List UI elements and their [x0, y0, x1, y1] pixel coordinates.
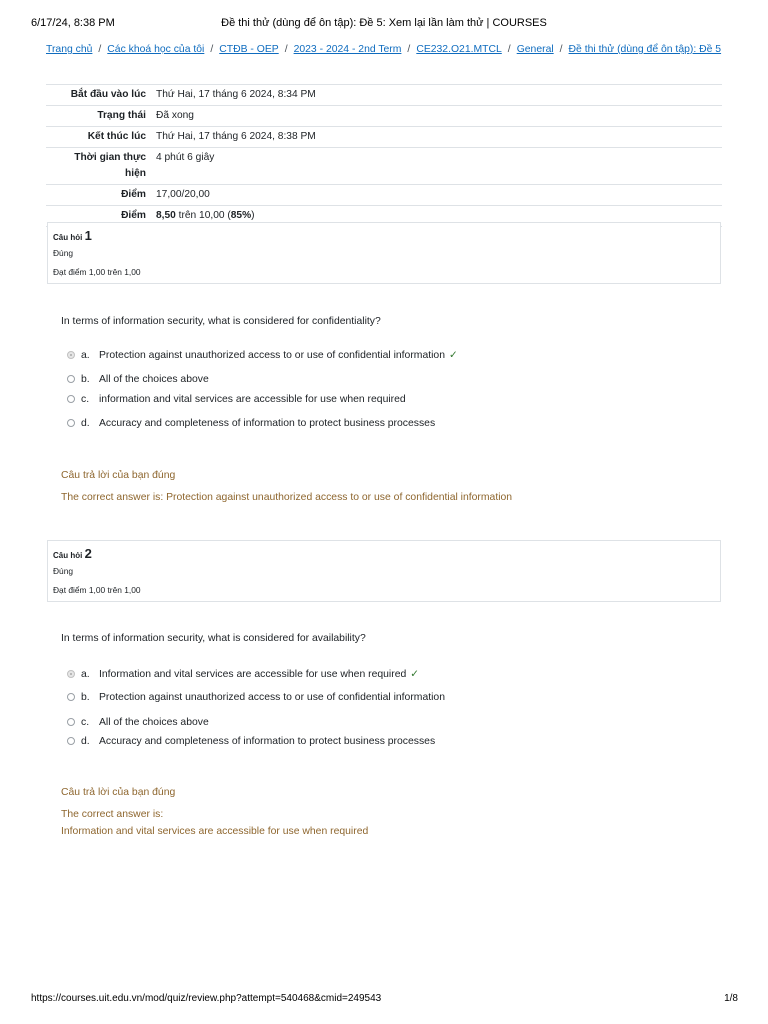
question-1-option-d[interactable] — [67, 418, 435, 432]
document-title: Đề thi thử (dùng để ôn tập): Đề 5: Xem lại lần làm thử | COURSES — [221, 17, 547, 29]
question-2-info — [47, 540, 721, 602]
option-text: Protection against unauthorized access to or use of confidential information — [99, 692, 445, 703]
option-letter: d. — [81, 736, 90, 747]
breadcrumb — [46, 44, 721, 55]
checkmark-icon: ✓ — [410, 669, 419, 680]
question-number-value: 1 — [84, 228, 92, 243]
question-grade: Đạt điểm 1,00 trên 1,00 — [53, 585, 141, 595]
option-text: Accuracy and completeness of information to protect business processes — [99, 418, 436, 429]
question-1-info — [47, 222, 721, 284]
option-text: All of the choices above — [99, 374, 209, 385]
radio-button[interactable] — [67, 718, 75, 726]
print-header — [0, 17, 768, 33]
summary-label: Trạng thái — [46, 106, 151, 127]
grade-percent: 85% — [230, 210, 252, 221]
question-1-option-a[interactable] — [67, 349, 458, 363]
summary-label: Bắt đầu vào lúc — [46, 85, 151, 106]
summary-value: Đã xong — [151, 106, 722, 127]
breadcrumb-term[interactable]: 2023 - 2024 - 2nd Term — [293, 44, 402, 55]
question-2-option-c[interactable] — [67, 717, 209, 731]
radio-button[interactable] — [67, 375, 75, 383]
grade-out-of: trên 10,00 ( — [175, 210, 231, 221]
summary-label: Điểm — [46, 185, 151, 206]
breadcrumb-separator: / — [559, 44, 563, 55]
summary-row-started — [46, 85, 722, 106]
question-1-text: In terms of information security, what is considered for confidentiality? — [61, 316, 381, 327]
question-2-option-a[interactable] — [67, 668, 419, 682]
question-2-right-answer-line-1: The correct answer is: — [61, 809, 164, 820]
breadcrumb-general[interactable]: General — [516, 44, 554, 55]
question-label: Câu hỏi — [53, 233, 83, 242]
option-letter: a. — [81, 669, 90, 680]
question-number-value: 2 — [84, 546, 92, 561]
option-letter: b. — [81, 374, 90, 385]
question-2-text: In terms of information security, what is considered for availability? — [61, 633, 366, 644]
question-number — [53, 546, 92, 561]
question-state: Đúng — [53, 566, 74, 576]
page-url: https://courses.uit.edu.vn/mod/quiz/review.php?attempt=540468&cmid=249543 — [31, 993, 382, 1004]
radio-button[interactable] — [67, 693, 75, 701]
radio-button[interactable] — [67, 395, 75, 403]
grade-value: 8,50 — [156, 210, 176, 221]
breadcrumb-program[interactable]: CTĐB - OEP — [219, 44, 279, 55]
option-text: Information and vital services are accessible for use when required — [99, 669, 407, 680]
question-1-right-answer: The correct answer is: Protection against unauthorized access to or use of confidential information — [61, 492, 513, 503]
option-letter: d. — [81, 418, 90, 429]
question-label: Câu hỏi — [53, 551, 83, 560]
breadcrumb-my-courses[interactable]: Các khoá học của tôi — [107, 44, 205, 55]
summary-value: Thứ Hai, 17 tháng 6 2024, 8:34 PM — [151, 85, 722, 106]
summary-label: Kết thúc lúc — [46, 127, 151, 148]
print-date: 6/17/24, 8:38 PM — [31, 17, 115, 29]
question-2-option-d[interactable] — [67, 736, 435, 750]
attempt-summary-table — [46, 84, 722, 227]
breadcrumb-separator: / — [98, 44, 102, 55]
option-text: Accuracy and completeness of information to protect business processes — [99, 736, 436, 747]
question-2-right-answer-line-2: Information and vital services are accessible for use when required — [61, 826, 369, 837]
summary-value: Thứ Hai, 17 tháng 6 2024, 8:38 PM — [151, 127, 722, 148]
summary-row-duration — [46, 148, 722, 185]
radio-button[interactable] — [67, 351, 75, 359]
question-state: Đúng — [53, 248, 74, 258]
page-number: 1/8 — [724, 993, 738, 1004]
option-letter: a. — [81, 350, 90, 361]
summary-row-marks — [46, 185, 722, 206]
breadcrumb-separator: / — [407, 44, 411, 55]
option-text: information and vital services are accessible for use when required — [99, 394, 406, 405]
question-1-feedback: Câu trả lời của bạn đúng — [61, 470, 176, 481]
option-text: All of the choices above — [99, 717, 209, 728]
question-1-option-b[interactable] — [67, 374, 209, 388]
summary-label: Thời gian thực hiện — [46, 148, 151, 185]
summary-label: Điểm — [46, 206, 151, 227]
radio-button[interactable] — [67, 737, 75, 745]
summary-row-state — [46, 106, 722, 127]
breadcrumb-home[interactable]: Trang chủ — [46, 44, 93, 55]
breadcrumb-quiz[interactable]: Đề thi thử (dùng để ôn tập): Đề 5 — [568, 44, 722, 55]
breadcrumb-separator: / — [507, 44, 511, 55]
print-footer — [0, 993, 768, 1007]
grade-close: ) — [251, 210, 255, 221]
summary-value: 17,00/20,00 — [151, 185, 722, 206]
breadcrumb-course[interactable]: CE232.O21.MTCL — [416, 44, 502, 55]
option-letter: c. — [81, 717, 90, 728]
option-text: Protection against unauthorized access to or use of confidential information — [99, 350, 445, 361]
checkmark-icon: ✓ — [448, 350, 458, 361]
breadcrumb-separator: / — [284, 44, 288, 55]
summary-row-completed — [46, 127, 722, 148]
question-2-option-b[interactable] — [67, 692, 445, 706]
question-1-option-c[interactable] — [67, 394, 406, 408]
radio-button[interactable] — [67, 419, 75, 427]
option-letter: c. — [81, 394, 90, 405]
question-number — [53, 228, 92, 243]
breadcrumb-separator: / — [210, 44, 214, 55]
question-grade: Đạt điểm 1,00 trên 1,00 — [53, 267, 141, 277]
radio-button[interactable] — [67, 670, 75, 678]
question-2-feedback: Câu trả lời của bạn đúng — [61, 787, 176, 798]
option-letter: b. — [81, 692, 90, 703]
summary-value: 4 phút 6 giây — [151, 148, 722, 185]
